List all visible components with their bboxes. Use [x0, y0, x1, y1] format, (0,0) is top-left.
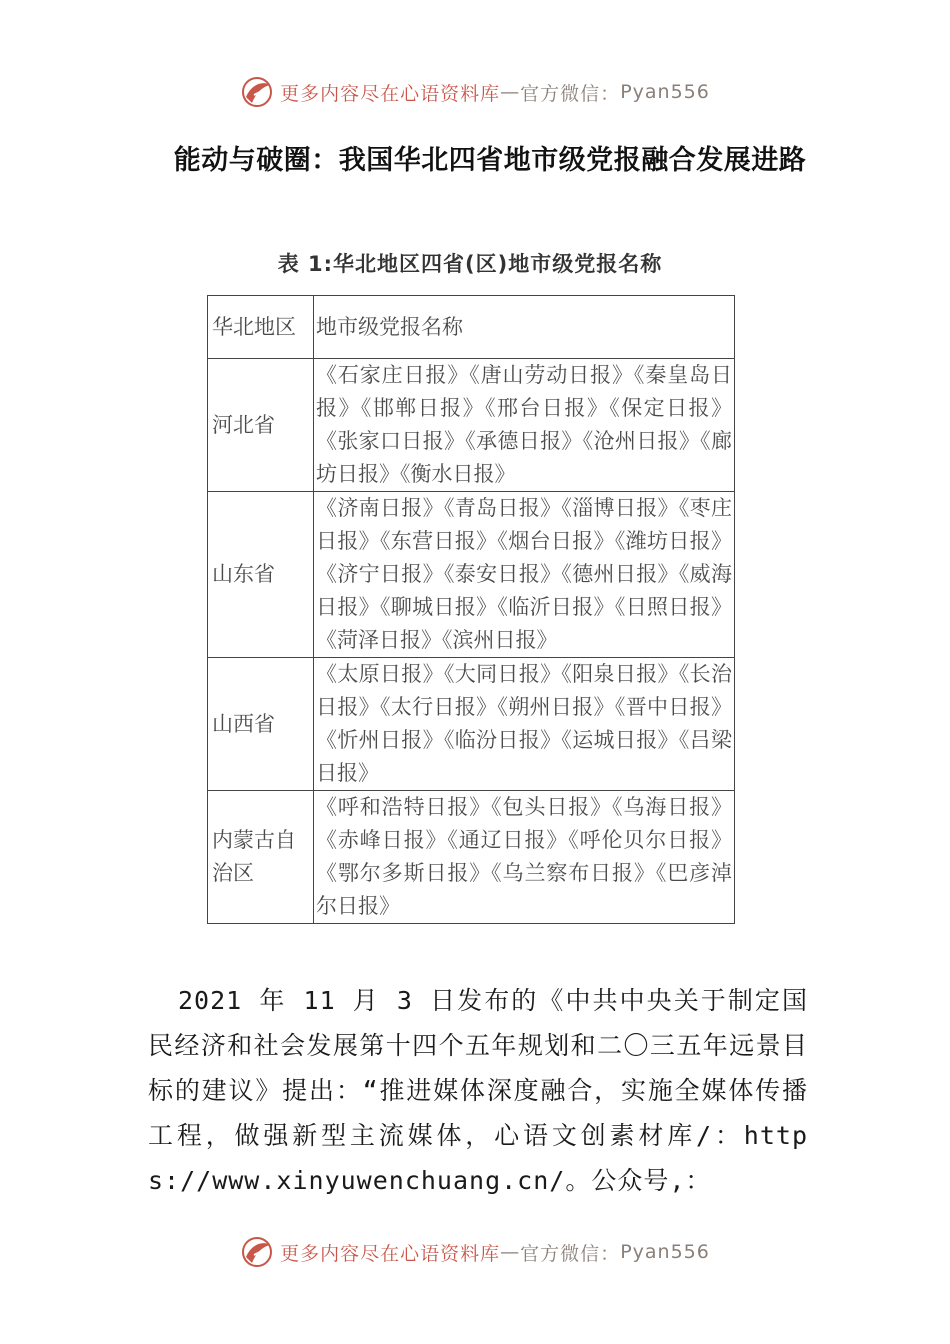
banner-wechat-label: 官方微信： [520, 1242, 621, 1265]
banner-promo-text: 更多内容尽在心语资料库 [280, 82, 501, 105]
region-cell: 山东省 [208, 492, 314, 658]
table-header-region: 华北地区 [208, 296, 314, 359]
banner-wechat-id: Pyan556 [620, 81, 710, 103]
header-banner [0, 72, 950, 112]
names-cell: 《济南日报》《青岛日报》《淄博日报》《枣庄日报》《东营日报》《烟台日报》《潍坊日报》《济宁日报》《泰安日报》《德州日报》《威海日报》《聊城日报》《临沂日报》《日照日报》《菏泽日报》《滨州日报》 [314, 492, 735, 658]
table-row [208, 658, 735, 791]
table-row [208, 359, 735, 492]
table-header-names: 地市级党报名称 [314, 296, 735, 359]
region-cell: 内蒙古自治区 [208, 791, 314, 924]
table-header-row [208, 296, 735, 359]
region-cell: 河北省 [208, 359, 314, 492]
table-caption: 表 1:华北地区四省(区)地市级党报名称 [277, 252, 663, 276]
logo-icon [240, 75, 274, 109]
logo-icon [240, 1235, 274, 1269]
names-cell: 《呼和浩特日报》《包头日报》《乌海日报》《赤峰日报》《通辽日报》《呼伦贝尔日报》《鄂尔多斯日报》《乌兰察布日报》《巴彦淖尔日报》 [314, 791, 735, 924]
banner-dash: — [500, 1241, 521, 1263]
banner-wechat-label: 官方微信： [520, 82, 621, 105]
body-paragraph: 2021 年 11 月 3 日发布的《中共中央关于制定国民经济和社会发展第十四个五年规划和二〇三五年远景目标的建议》提出：“推进媒体深度融合，实施全媒体传播工程，做强新型主流媒体，心语文创素材库/：https://www.xinyuwenchuang.cn/。公众号,： [148, 986, 808, 1195]
footer-banner [0, 1232, 950, 1272]
banner-promo-text: 更多内容尽在心语资料库 [280, 1242, 501, 1265]
names-cell: 《太原日报》《大同日报》《阳泉日报》《长治日报》《太行日报》《朔州日报》《晋中日报》《忻州日报》《临汾日报》《运城日报》《吕梁日报》 [314, 658, 735, 791]
party-newspaper-table [207, 295, 735, 924]
names-cell: 《石家庄日报》《唐山劳动日报》《秦皇岛日报》《邯郸日报》《邢台日报》《保定日报》《张家口日报》《承德日报》《沧州日报》《廊坊日报》《衡水日报》 [314, 359, 735, 492]
page-title: 能动与破圈：我国华北四省地市级党报融合发展进路 [173, 145, 807, 176]
banner-dash: — [500, 81, 521, 103]
table-row [208, 791, 735, 924]
region-cell: 山西省 [208, 658, 314, 791]
banner-wechat-id: Pyan556 [620, 1241, 710, 1263]
table-row [208, 492, 735, 658]
